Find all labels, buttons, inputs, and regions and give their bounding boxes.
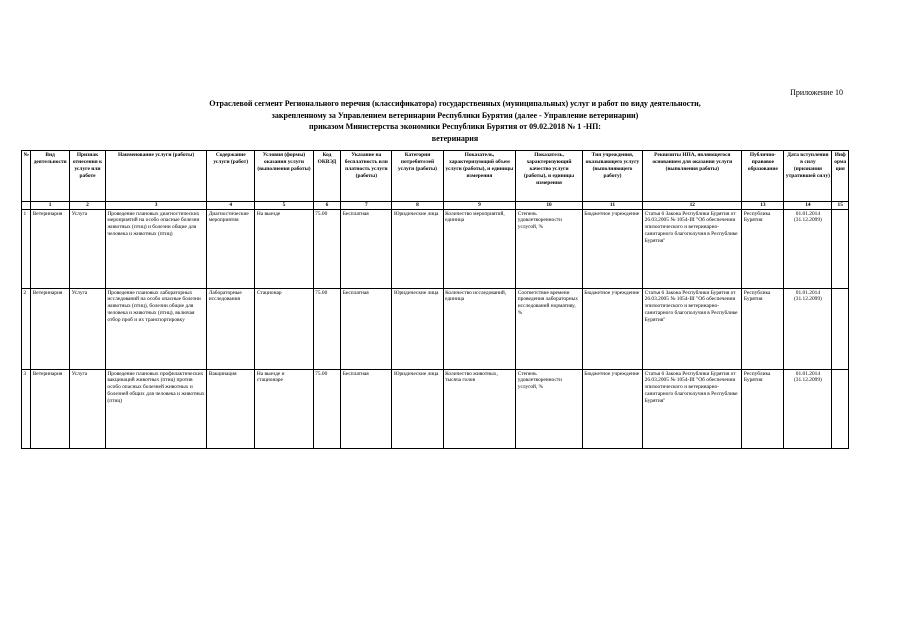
header-cell: Показатель, характеризующий объем услуги (работы), и единицы измерения — [443, 151, 516, 202]
table-row — [22, 288, 849, 369]
cell-dates: 01.01.2014 (31.12.2099) — [784, 288, 832, 369]
title-line: приказом Министерства экономики Республики Бурятия от 09.02.2018 № 1 -НП: — [309, 122, 601, 131]
column-number: 5 — [255, 202, 313, 210]
header-cell: Наименование услуги (работы) — [105, 151, 206, 202]
cell-consumers: Юридические лица — [392, 288, 443, 369]
cell-institution: Бюджетное учреждение — [582, 288, 642, 369]
header-cell: Указание на бесплатность или платность услуги (работы) — [341, 151, 392, 202]
cell-service-name: Проведение плановых профилактических вакцинаций животных (птиц) против особо опасных болезней животных и болезней общих для человека и животных (птиц) — [105, 369, 206, 448]
cell-paid: Бесплатная — [341, 209, 392, 288]
column-number — [22, 202, 31, 210]
cell-conditions: На выезде и стационаре — [255, 369, 313, 448]
cell-dates: 01.01.2014 (31.12.2099) — [784, 209, 832, 288]
header-cell: Код ОКВЭД — [313, 151, 341, 202]
header-cell: Информация — [832, 151, 849, 202]
header-cell: Реквизиты НПА, являющегося основанием для оказания услуги (выполнения работы) — [643, 151, 742, 202]
row-number: 3 — [22, 369, 31, 448]
header-cell: Публично-правовое образование — [742, 151, 784, 202]
cell-activity: Ветеринария — [31, 209, 70, 288]
header-cell: № — [22, 151, 31, 202]
column-number: 2 — [70, 202, 106, 210]
cell-volume: Количество исследований, единица — [443, 288, 516, 369]
cell-sign: Услуга — [70, 288, 106, 369]
cell-okved: 75.00 — [313, 369, 341, 448]
cell-content: Лабораторные исследования — [207, 288, 255, 369]
row-number: 1 — [22, 209, 31, 288]
header-cell: Тип учреждения, оказывающего услугу (выполняющего работу) — [582, 151, 642, 202]
cell-okved: 75.00 — [313, 288, 341, 369]
table-row — [22, 209, 849, 288]
cell-quality: Степень удовлетворенности услугой, % — [516, 369, 583, 448]
cell-conditions: На выезде — [255, 209, 313, 288]
cell-consumers: Юридические лица — [392, 369, 443, 448]
header-cell: Дата вступления в силу (признания утратившей силу) — [784, 151, 832, 202]
cell-conditions: Стационар — [255, 288, 313, 369]
column-number: 7 — [341, 202, 392, 210]
cell-dates: 01.01.2014 (31.12.2099) — [784, 369, 832, 448]
cell-consumers: Юридические лица — [392, 209, 443, 288]
cell-entity: Республика Бурятия — [742, 369, 784, 448]
cell-activity: Ветеринария — [31, 288, 70, 369]
header-cell: Условия (формы) оказания услуги (выполнения работы) — [255, 151, 313, 202]
document-title — [60, 98, 850, 144]
services-table — [21, 150, 849, 449]
cell-sign: Услуга — [70, 209, 106, 288]
column-number: 12 — [643, 202, 742, 210]
column-number: 6 — [313, 202, 341, 210]
column-number: 15 — [832, 202, 849, 210]
cell-service-name: Проведение плановых диагностических мероприятий на особо опасные болезни животных (птиц) и болезни общие для человека и животных (птиц) — [105, 209, 206, 288]
column-number: 13 — [742, 202, 784, 210]
column-number: 11 — [582, 202, 642, 210]
table-row — [22, 369, 849, 448]
column-number: 8 — [392, 202, 443, 210]
title-line: закрепленному за Управлением ветеринарии Республики Бурятия (далее - Управление ветеринарии) — [271, 110, 639, 120]
column-number: 9 — [443, 202, 516, 210]
cell-volume: Количество животных, тысяча голов — [443, 369, 516, 448]
title-line: ветеринария — [431, 133, 479, 143]
cell-service-name: Проведение плановых лабораторных исследований на особо опасные болезни животных (птиц), болезни общие для человека и животных (птиц), включая отбор проб и их транспортировку — [105, 288, 206, 369]
column-numbers-row — [22, 202, 849, 210]
cell-entity: Республика Бурятия — [742, 288, 784, 369]
title-line: Отраслевой сегмент Регионального перечня (классификатора) государственных (муниципальных) услуг и работ по виду деятельности, — [209, 99, 701, 108]
cell-sign: Услуга — [70, 369, 106, 448]
header-cell: Вид деятельности — [31, 151, 70, 202]
cell-npa: Статья 6 Закона Республики Бурятия от 26.03.2005 № 1054-III "Об обеспечении эпизоотического и ветеринарно-санитарного благополучия в Республике Бурятия" — [643, 369, 742, 448]
cell-content: Диагностические мероприятия — [207, 209, 255, 288]
column-number: 4 — [207, 202, 255, 210]
header-cell: Признак отнесения к услуге или работе — [70, 151, 106, 202]
row-number: 2 — [22, 288, 31, 369]
cell-info — [832, 209, 849, 288]
cell-npa: Статья 6 Закона Республики Бурятия от 26.03.2005 № 1054-III "Об обеспечении эпизоотического и ветеринарно-санитарного благополучия в Республике Бурятия" — [643, 288, 742, 369]
column-number: 1 — [31, 202, 70, 210]
appendix-label: Приложение 10 — [790, 88, 843, 97]
header-cell: Содержание услуги (работ) — [207, 151, 255, 202]
cell-quality: Степень удовлетворенности услугой, % — [516, 209, 583, 288]
cell-okved: 75.00 — [313, 209, 341, 288]
header-cell: Показатель, характеризующий качество услуги (работы), и единицы измерения — [516, 151, 583, 202]
cell-quality: Соответствие времени проведения лабораторных исследований нормативу, % — [516, 288, 583, 369]
cell-info — [832, 369, 849, 448]
cell-paid: Бесплатная — [341, 369, 392, 448]
column-number: 10 — [516, 202, 583, 210]
cell-entity: Республика Бурятия — [742, 209, 784, 288]
cell-activity: Ветеринария — [31, 369, 70, 448]
cell-institution: Бюджетное учреждение — [582, 209, 642, 288]
cell-institution: Бюджетное учреждение — [582, 369, 642, 448]
cell-npa: Статья 6 Закона Республики Бурятия от 26.03.2005 № 1054-III "Об обеспечении эпизоотического и ветеринарно-санитарного благополучия в Республике Бурятия" — [643, 209, 742, 288]
column-number: 3 — [105, 202, 206, 210]
column-number: 14 — [784, 202, 832, 210]
header-cell: Категории потребителей услуги (работы) — [392, 151, 443, 202]
cell-content: Вакцинация — [207, 369, 255, 448]
cell-info — [832, 288, 849, 369]
header-row — [22, 151, 849, 202]
cell-volume: Количество мероприятий, единица — [443, 209, 516, 288]
cell-paid: Бесплатная — [341, 288, 392, 369]
